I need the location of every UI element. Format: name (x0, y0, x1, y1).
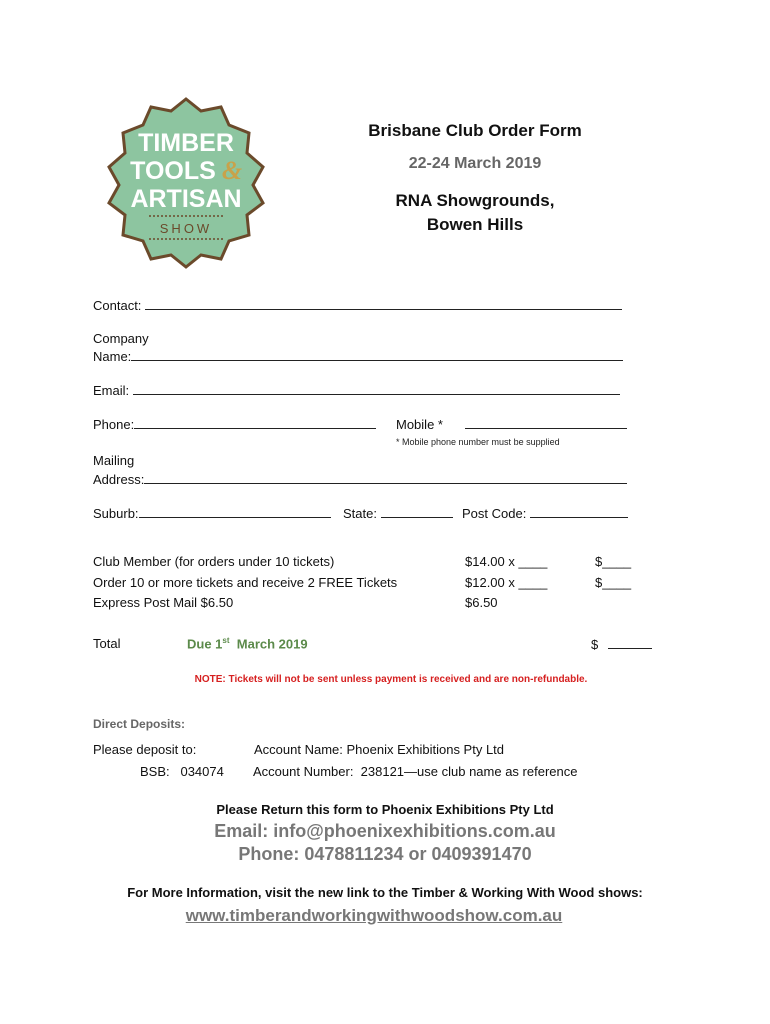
logo-line-timber: TIMBER (138, 129, 234, 157)
due-date (187, 636, 308, 651)
postcode-label: Post Code: (462, 506, 527, 521)
form-title: Brisbane Club Order Form (368, 121, 582, 140)
contact-field[interactable] (93, 297, 622, 313)
email-label: Email: (93, 383, 130, 398)
pricing-row-desc: Express Post Mail $6.50 (93, 595, 234, 610)
contact-input-line[interactable] (145, 297, 622, 310)
more-info: For More Information, visit the new link to the Timber & Working With Wood shows: (127, 885, 643, 900)
email-field[interactable] (93, 382, 620, 398)
mailing-input-line[interactable] (144, 471, 627, 484)
mailing-label-line1: Mailing (93, 453, 135, 468)
deposit-heading: Direct Deposits: (93, 717, 186, 731)
pricing-row-desc: Order 10 or more tickets and receive 2 FREE Tickets (93, 575, 398, 590)
total-label: Total (93, 636, 121, 651)
contact-label: Contact: (93, 298, 142, 313)
logo-ampersand: & (221, 156, 243, 185)
deposit-account-number: Account Number: 238121—use club name as reference (253, 764, 578, 779)
suburb-input-line[interactable] (139, 505, 331, 518)
deposit-please: Please deposit to: (93, 742, 197, 757)
total-amount-field[interactable] (591, 636, 652, 652)
venue-line-1: RNA Showgrounds, (395, 191, 555, 210)
company-field[interactable] (93, 348, 623, 364)
mobile-label: Mobile * (396, 417, 443, 432)
company-label-line1: Company (93, 331, 149, 346)
company-input-line[interactable] (131, 348, 623, 361)
pricing-row-price[interactable]: $14.00 x ____ (465, 554, 548, 569)
state-field[interactable] (343, 505, 453, 521)
mobile-field[interactable] (396, 416, 627, 432)
mobile-input-line[interactable] (465, 416, 627, 429)
due-suffix: March 2019 (229, 636, 308, 652)
total-input-line[interactable] (608, 636, 652, 649)
postcode-input-line[interactable] (530, 505, 628, 518)
deposit-account-name: Account Name: Phoenix Exhibitions Pty Ltd (254, 742, 505, 757)
logo-line-artisan: ARTISAN (130, 185, 242, 213)
pricing-row-total[interactable]: $____ (595, 554, 632, 569)
phone-input-line[interactable] (134, 416, 376, 429)
suburb-field[interactable] (93, 505, 331, 521)
event-venue (300, 189, 650, 237)
due-sup: st (222, 636, 230, 645)
contact-phone: Phone: 0478811234 or 0409391470 (238, 844, 532, 864)
venue-line-2: Bowen Hills (426, 215, 524, 234)
refund-note: NOTE: Tickets will not be sent unless payment is received and are non-refundable. (194, 674, 588, 685)
pricing-row-price[interactable]: $12.00 x ____ (465, 575, 548, 590)
event-dates: 22-24 March 2019 (408, 155, 542, 172)
postcode-field[interactable] (462, 505, 628, 521)
pricing-row-price: $6.50 (465, 595, 498, 610)
pricing-row-desc: Club Member (for orders under 10 tickets) (93, 554, 335, 569)
suburb-label: Suburb: (93, 506, 139, 521)
total-currency: $ (591, 637, 599, 652)
deposit-bsb: BSB: 034074 (140, 764, 224, 779)
state-input-line[interactable] (381, 505, 453, 518)
website-link[interactable]: www.timberandworkingwithwoodshow.com.au (185, 906, 563, 925)
logo-line-tools: TOOLS (130, 157, 216, 185)
email-input-line[interactable] (133, 382, 620, 395)
pricing-row-total[interactable]: $____ (595, 575, 632, 590)
company-label: Name: (93, 349, 132, 364)
timber-tools-artisan-logo (97, 93, 275, 271)
mailing-label: Address: (93, 472, 145, 487)
mailing-address-field[interactable] (93, 471, 627, 487)
due-prefix: Due 1 (187, 636, 223, 652)
mobile-note: * Mobile phone number must be supplied (396, 437, 560, 447)
return-line: Please Return this form to Phoenix Exhibitions Pty Ltd (216, 802, 554, 817)
state-label: State: (343, 506, 377, 521)
phone-label: Phone: (93, 417, 135, 432)
contact-email[interactable]: Email: info@phoenixexhibitions.com.au (214, 821, 556, 841)
phone-field[interactable] (93, 416, 376, 432)
logo-line-show: SHOW (159, 221, 213, 236)
